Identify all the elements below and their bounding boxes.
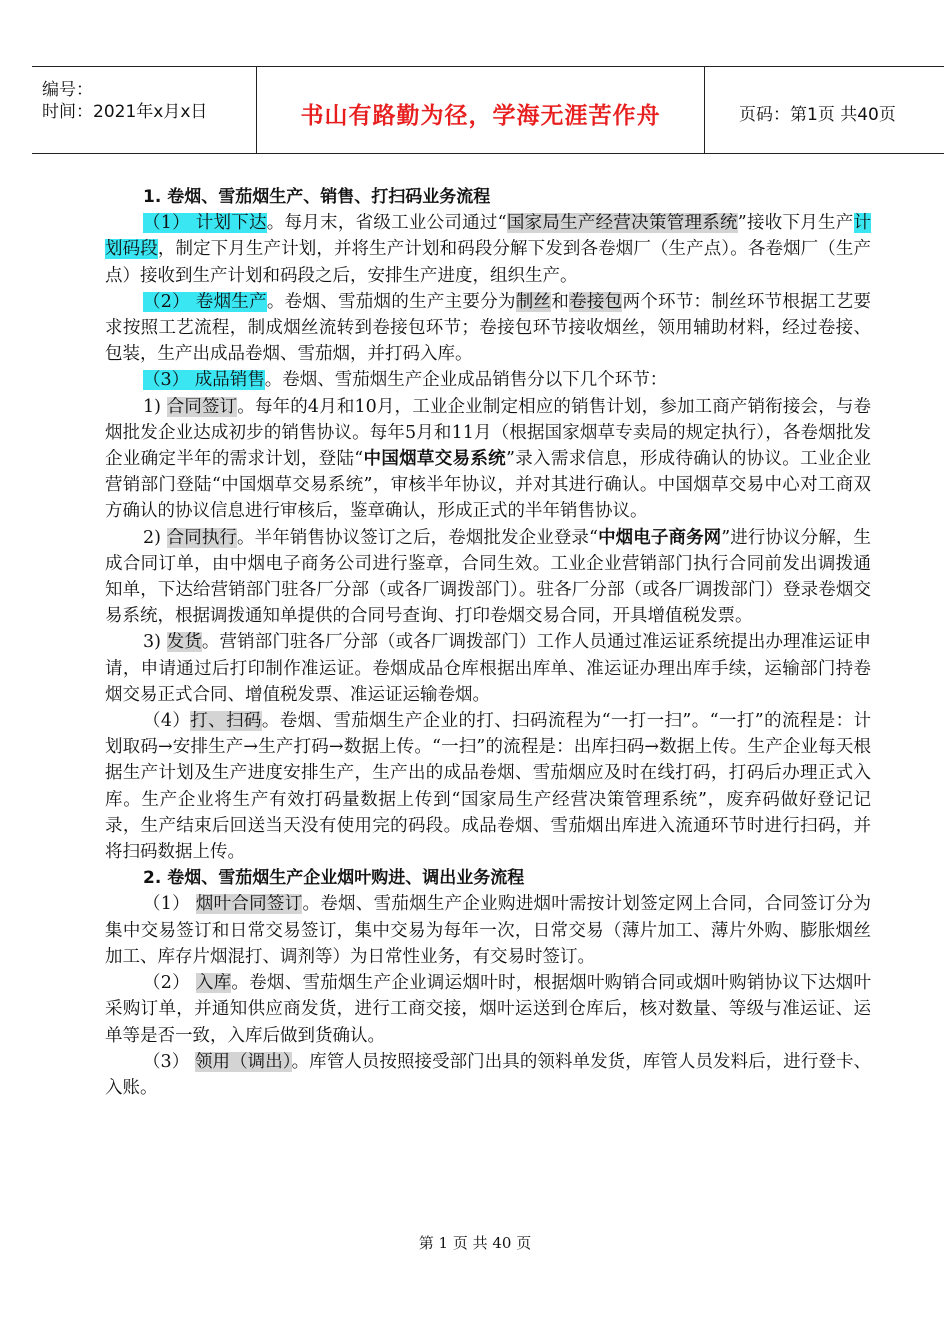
document-body — [105, 184, 871, 1101]
text-span: 。每月末，省级工业公司通过“ — [266, 213, 507, 234]
item-number: （4） — [143, 711, 191, 732]
header-left-cell — [32, 67, 257, 153]
paragraph-sales — [105, 367, 871, 393]
section-heading-1: 1. 卷烟、雪茄烟生产、销售、打扫码业务流程 — [143, 187, 491, 207]
label-plan-issue: （1） 计划下达 — [143, 213, 267, 234]
label-shipping: 发货 — [166, 632, 202, 653]
item-number: （1） — [143, 894, 196, 915]
document-time-label: 时间：2021年x月x日 — [42, 102, 208, 122]
text-span: 。营销部门驻各厂分部（或各厂调拨部门）工作人员通过准运证系统提出办理准运证申请，申请通过后打印制作准运证。卷烟成品仓库根据出库单、准运证办理出库手续，运输部门持卷烟交易正式合同、增值税发票、准运证运输卷烟。 — [105, 632, 872, 705]
text-span: ”接收下月生产 — [737, 213, 854, 234]
page-footer: 第 1 页 共 40 页 — [418, 1234, 532, 1252]
paragraph-warehousing — [105, 970, 871, 1049]
paragraph-contract-exec — [105, 525, 871, 630]
header-page-info: 页码：第1页 共40页 — [739, 105, 896, 125]
text-span: 。卷烟、雪茄烟生产企业调运烟叶时，根据烟叶购销合同或烟叶购销协议下达烟叶采购订单，并通知供应商发货，进行工商交接，烟叶运送到仓库后，核对数量、等级与准运证、运单等是否一致，入库后做到货确认。 — [105, 973, 872, 1046]
term-trade-system: 中国烟草交易系统 — [363, 449, 506, 470]
label-requisition: 领用（调出） — [194, 1051, 292, 1072]
term-silk: 制丝 — [515, 291, 552, 312]
text-span: 。卷烟、雪茄烟生产企业成品销售分以下几个环节： — [264, 370, 668, 391]
text-span: 。卷烟、雪茄烟生产企业的打、扫码流程为“一打一扫”。“一打”的流程是：计划取码→安排生产→生产打码→数据上传。“一扫”的流程是：出库扫码→数据上传。生产企业每天根据生产计划及生产进度安排生产，生产出的成品卷烟、雪茄烟应及时在线打码，打码后办理正式入库。生产企业将生产有效打码量数据上传到“国家局生产经营决策管理系统”，废弃码做好登记记录，生产结束后回送当天没有使用完的码段。成品卷烟、雪茄烟出库进入流通环节时进行扫码，并将扫码数据上传。 — [105, 711, 871, 863]
paragraph-plan-issue — [105, 210, 871, 289]
text-span: ”进行协议分解，生成合同订单，由中烟电子商务公司进行鉴章，合同生效。工业企业营销部门执行合同前发出调拨通知单，下达给营销部门驻各厂分部（或各厂调拨部门）。驻各厂分部（或各厂调拨部门）登录卷烟交易系统，根据调拨通知单提供的合同号查询、打印卷烟交易合同，开具增值税发票。 — [105, 527, 872, 627]
item-number: 2) — [143, 527, 167, 548]
label-leaf-contract: 烟叶合同签订 — [195, 894, 303, 915]
item-number: （2） — [143, 973, 196, 994]
label-sales: （3） 成品销售 — [143, 370, 265, 391]
page-header — [32, 66, 944, 154]
term-plan-code: 计划码段 — [105, 213, 872, 260]
header-motto: 书山有路勤为径，学海无涯苦作舟 — [257, 67, 705, 153]
text-span: 两个环节：制丝环节根据工艺要求按照工艺流程，制成烟丝流转到卷接包环节；卷接包环节接收烟丝，领用辅助材料，经过卷接、包装，生产出成品卷烟、雪茄烟，并打码入库。 — [105, 291, 872, 365]
term-system: 国家局生产经营决策管理系统 — [506, 213, 738, 234]
item-number: 1) — [143, 396, 167, 417]
document-number-label: 编号： — [42, 80, 93, 100]
text-span: 。每年的4月和10月，工业企业制定相应的销售计划，参加工商产销衔接会，与卷烟批发企业达成初步的销售协议。每年5月和11月（根据国家烟草专卖局的规定执行），各卷烟批发企业确定半年的需求计划，登陆“ — [105, 396, 872, 470]
text-span: ，制定下月生产计划，并将生产计划和码段分解下发到各卷烟厂（生产点）。各卷烟厂（生产点）接收到生产计划和码段之后，安排生产进度，组织生产。 — [105, 239, 872, 286]
section-heading-2: 2. 卷烟、雪茄烟生产企业烟叶购进、调出业务流程 — [143, 868, 525, 889]
paragraph-shipping — [105, 629, 871, 708]
label-coding: 打、扫码 — [190, 711, 262, 732]
label-production: （2） 卷烟生产 — [143, 291, 267, 312]
label-contract-exec: 合同执行 — [166, 527, 238, 548]
item-number: （3） — [143, 1051, 195, 1072]
text-span: 。半年销售协议签订之后，卷烟批发企业登录“ — [237, 527, 598, 548]
item-number: 3) — [143, 632, 167, 653]
term-ecommerce: 中烟电子商务网 — [597, 527, 722, 548]
label-contract-sign: 合同签订 — [166, 396, 238, 417]
text-span: 。库管人员按照接受部门出具的领料单发货，库管人员发料后，进行登卡、入账。 — [105, 1051, 872, 1098]
paragraph-coding — [105, 708, 871, 865]
term-wrap: 卷接包 — [569, 291, 623, 312]
text-span: 。卷烟、雪茄烟的生产主要分为 — [266, 291, 516, 312]
label-warehousing: 入库 — [195, 973, 232, 994]
text-span: 。卷烟、雪茄烟生产企业购进烟叶需按计划签定网上合同，合同签订分为集中交易签订和日常交易签订，集中交易为每年一次，日常交易（薄片加工、薄片外购、膨胀烟丝加工、库存片烟混打、调剂等）为日常性业务，有交易时签订。 — [105, 894, 872, 967]
paragraph-contract-sign — [105, 394, 871, 525]
paragraph-leaf-contract — [105, 891, 871, 970]
paragraph-production — [105, 289, 871, 368]
text-span: 和 — [551, 291, 570, 312]
text-span: ”录入需求信息，形成待确认的协议。工业企业营销部门登陆“中国烟草交易系统”，审核半年协议，并对其进行确认。中国烟草交易中心对工商双方确认的协议信息进行审核后，鉴章确认，形成正式的半年销售协议。 — [105, 449, 872, 522]
paragraph-requisition — [105, 1049, 871, 1101]
